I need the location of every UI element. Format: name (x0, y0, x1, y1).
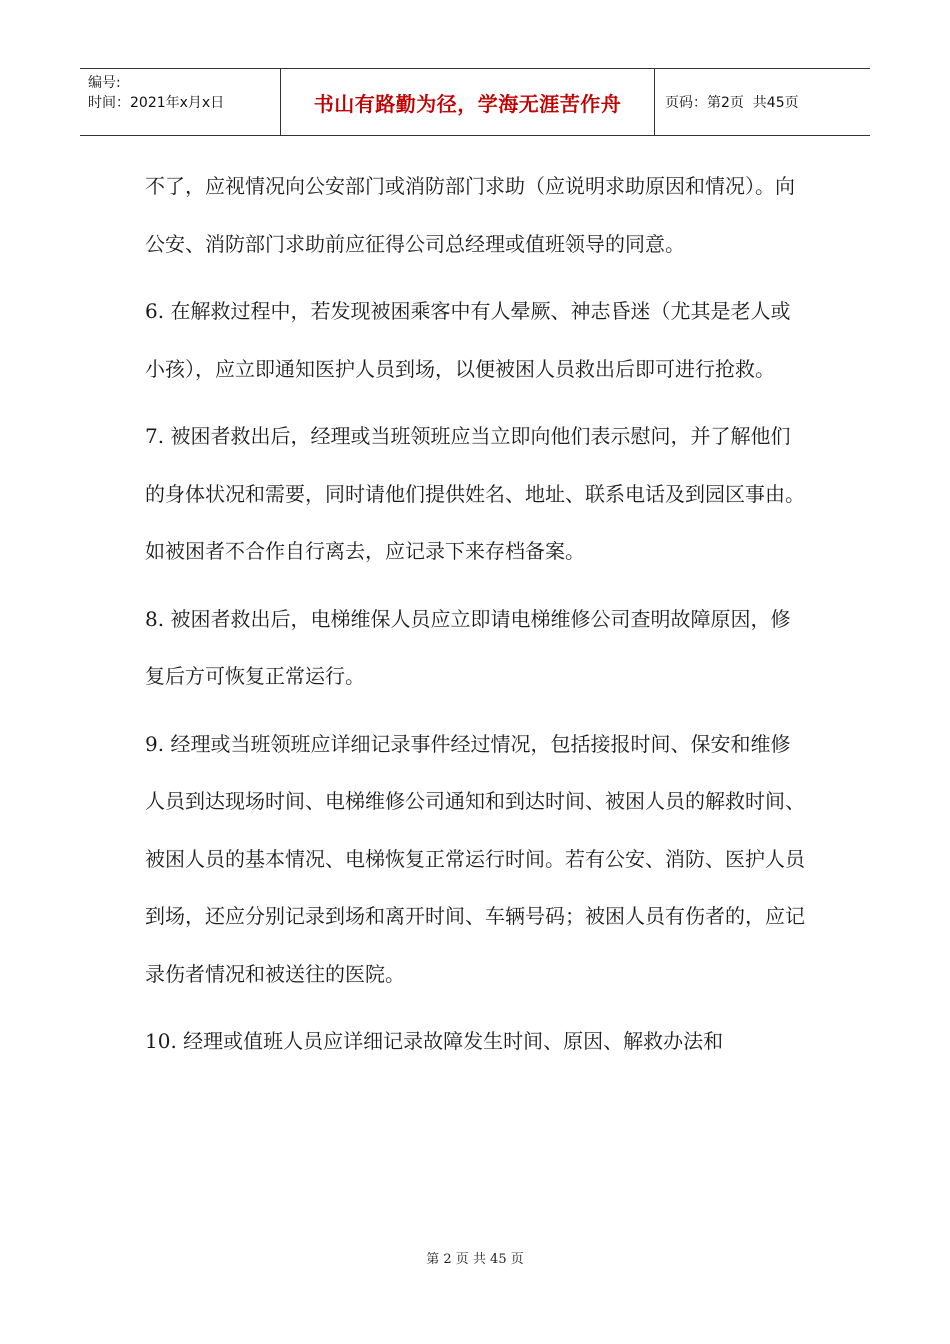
page-footer: 第 2 页 共 45 页 (426, 1252, 524, 1267)
document-body (145, 158, 810, 1081)
page-header (80, 68, 870, 136)
paragraph: 10. 经理或值班人员应详细记录故障发生时间、原因、解救办法和 (145, 1029, 724, 1053)
paragraph: 8. 被困者救出后，电梯维保人员应立即请电梯维修公司查明故障原因，修复后方可恢复正常运行。 (145, 606, 791, 688)
time-label: 时间：2021年x月x日 (88, 95, 225, 111)
paragraph: 不了，应视情况向公安部门或消防部门求助（应说明求助原因和情况）。向公安、消防部门求助前应征得公司总经理或值班领导的同意。 (145, 174, 795, 256)
number-label: 编号: (88, 75, 121, 91)
paragraph: 7. 被困者救出后，经理或当班领班应当立即向他们表示慰问，并了解他们的身体状况和需要，同时请他们提供姓名、地址、联系电话及到园区事由。如被困者不合作自行离去，应记录下来存档备案。 (145, 424, 805, 563)
page-info-text: 页码：第2页 共45页 (665, 95, 799, 111)
paragraph: 6. 在解救过程中，若发现被困乘客中有人晕厥、神志昏迷（尤其是老人或小孩），应立即通知医护人员到场，以便被困人员救出后即可进行抢救。 (145, 299, 791, 381)
header-page-info (655, 69, 870, 135)
header-meta (80, 69, 281, 135)
header-motto: 书山有路勤为径，学海无涯苦作舟 (281, 69, 655, 135)
paragraph: 9. 经理或当班领班应详细记录事件经过情况，包括接报时间、保安和维修人员到达现场时间、电梯维修公司通知和到达时间、被困人员的解救时间、被困人员的基本情况、电梯恢复正常运行时间。若有公安、消防、医护人员到场，还应分别记录到场和离开时间、车辆号码；被困人员有伤者的，应记录伤者情况和被送往的医院。 (145, 731, 805, 986)
